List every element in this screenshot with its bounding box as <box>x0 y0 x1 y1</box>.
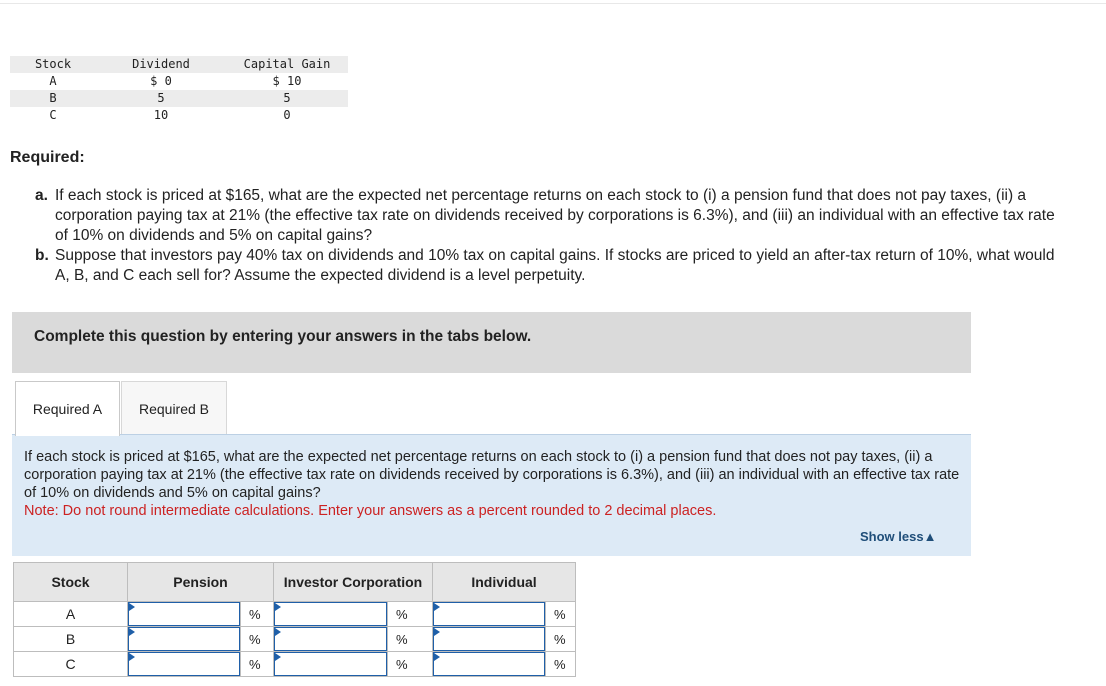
question-panel <box>12 434 971 556</box>
row-stock-label: C <box>14 652 128 677</box>
corporation-cell <box>274 627 388 652</box>
input-marker-icon <box>434 653 440 661</box>
corporation-input[interactable] <box>274 627 387 651</box>
pension-cell <box>128 602 241 627</box>
required-heading: Required: <box>10 149 85 166</box>
individual-cell <box>433 627 546 652</box>
stock-table-header <box>10 56 348 73</box>
input-marker-icon <box>434 603 440 611</box>
show-less-link[interactable]: Show less▲ <box>860 529 937 544</box>
percent-unit: % <box>546 602 576 627</box>
stock-capital-gain: $ 10 <box>272 74 302 88</box>
header-capital-gain: Capital Gain <box>243 57 331 71</box>
input-marker-icon <box>129 628 135 636</box>
individual-input[interactable] <box>433 627 545 651</box>
row-stock-label: A <box>14 602 128 627</box>
question-list <box>35 186 1065 286</box>
panel-question-text: If each stock is priced at $165, what are the expected net percentage returns on each stock to (i) a pension fund that does not pay taxes, (ii) a corporation paying tax at 21% (the effective tax rate on dividends received by corporations is 6.3%), and (iii) an individual with an effective tax rate of 10% on dividends and 5% on capital gains? <box>24 449 960 501</box>
table-row <box>14 602 576 627</box>
stock-dividend: 5 <box>157 91 165 105</box>
stock-capital-gain: 0 <box>283 108 291 122</box>
header-stock: Stock <box>14 563 128 602</box>
percent-unit: % <box>388 652 433 677</box>
stock-name: B <box>49 91 57 105</box>
individual-cell <box>433 602 546 627</box>
pension-cell <box>128 652 241 677</box>
pension-cell <box>128 627 241 652</box>
corporation-input[interactable] <box>274 652 387 676</box>
tab-required-a[interactable]: Required A <box>15 381 120 436</box>
header-stock: Stock <box>34 57 72 71</box>
tab-required-b[interactable]: Required B <box>121 381 227 435</box>
stock-name: C <box>49 108 57 122</box>
stock-row <box>10 90 348 107</box>
question-a <box>35 186 1065 246</box>
percent-unit: % <box>241 627 274 652</box>
header-individual: Individual <box>433 563 576 602</box>
percent-unit: % <box>388 602 433 627</box>
input-marker-icon <box>129 603 135 611</box>
pension-input[interactable] <box>128 602 240 626</box>
input-marker-icon <box>434 628 440 636</box>
question-text: Suppose that investors pay 40% tax on dividends and 10% tax on capital gains. If stocks are priced to yield an after-tax return of 10%, what would A, B, and C each sell for? Assume the expected dividend is a level perpetuity. <box>55 247 1055 284</box>
percent-unit: % <box>546 627 576 652</box>
panel-question <box>24 448 969 520</box>
stock-capital-gain: 5 <box>283 91 291 105</box>
stock-row <box>10 107 348 124</box>
corporation-cell <box>274 652 388 677</box>
banner-text: Complete this question by entering your answers in the tabs below. <box>34 328 532 345</box>
input-marker-icon <box>129 653 135 661</box>
instruction-banner <box>12 312 971 373</box>
header-investor-corporation: Investor Corporation <box>274 563 433 602</box>
pension-input[interactable] <box>128 627 240 651</box>
stock-dividend: $ 0 <box>150 74 172 88</box>
input-marker-icon <box>275 603 281 611</box>
panel-note: Note: Do not round intermediate calculations. Enter your answers as a percent rounded to 2 decimal places. <box>24 503 717 519</box>
question-label: a. <box>35 187 48 204</box>
stock-data-table <box>10 56 348 124</box>
input-marker-icon <box>275 628 281 636</box>
question-text: If each stock is priced at $165, what are the expected net percentage returns on each stock to (i) a pension fund that does not pay taxes, (ii) a corporation paying tax at 21% (the effective tax rate on dividends received by corporations is 6.3%), and (iii) an individual with an effective tax rate of 10% on dividends and 5% on capital gains? <box>55 187 1055 244</box>
question-label: b. <box>35 247 49 264</box>
stock-row <box>10 73 348 90</box>
input-marker-icon <box>275 653 281 661</box>
percent-unit: % <box>241 652 274 677</box>
individual-cell <box>433 652 546 677</box>
corporation-cell <box>274 602 388 627</box>
corporation-input[interactable] <box>274 602 387 626</box>
question-b <box>35 246 1065 286</box>
individual-input[interactable] <box>433 602 545 626</box>
percent-unit: % <box>546 652 576 677</box>
header-pension: Pension <box>128 563 274 602</box>
row-stock-label: B <box>14 627 128 652</box>
individual-input[interactable] <box>433 652 545 676</box>
header-dividend: Dividend <box>132 57 190 71</box>
stock-name: A <box>49 74 57 88</box>
percent-unit: % <box>241 602 274 627</box>
stock-dividend: 10 <box>153 108 169 122</box>
table-row <box>14 652 576 677</box>
percent-unit: % <box>388 627 433 652</box>
table-row <box>14 627 576 652</box>
pension-input[interactable] <box>128 652 240 676</box>
answer-table-header <box>14 563 576 602</box>
answer-table <box>13 562 576 677</box>
top-divider <box>0 3 1106 4</box>
